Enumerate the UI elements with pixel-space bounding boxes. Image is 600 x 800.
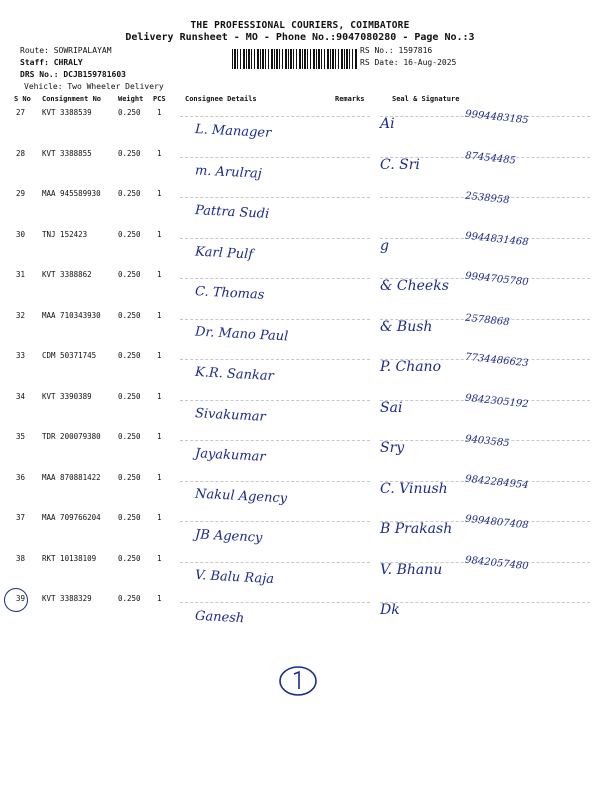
row-sno: 35 [16, 432, 26, 441]
handwritten-consignee-name: C. Thomas [194, 284, 265, 303]
row-consignment-no: CDM 50371745 [42, 351, 97, 360]
col-consignee: Consignee Details [185, 95, 257, 103]
handwritten-consignee-name: Sivakumar [194, 405, 267, 425]
row-weight: 0.250 [118, 553, 141, 563]
handwritten-signature: C. Vinush [380, 480, 448, 497]
row-pcs: 1 [157, 553, 162, 563]
table-row [0, 594, 600, 658]
handwritten-signature: Sai [380, 399, 403, 416]
col-sno: S No [14, 95, 31, 103]
row-sno: 37 [16, 513, 26, 522]
row-sno: 31 [16, 270, 26, 279]
drs-value: DCJB159781603 [63, 70, 126, 79]
row-pcs: 1 [157, 432, 162, 441]
handwritten-consignee-name: Ganesh [194, 608, 245, 627]
handwritten-phone: 9994705780 [464, 270, 530, 289]
row-consignment-no: MAA 870881422 [42, 472, 101, 482]
row-sno: 34 [16, 391, 26, 401]
row-sno: 38 [16, 553, 26, 563]
row-pcs: 1 [157, 229, 162, 239]
row-sno: 30 [16, 229, 26, 239]
handwritten-phone: 9842284954 [464, 473, 530, 491]
row-weight: 0.250 [118, 229, 141, 239]
row-divider [180, 602, 370, 603]
handwritten-consignee-name: L. Manager [194, 122, 272, 141]
handwritten-signature: P. Chano [380, 359, 442, 375]
row-weight: 0.250 [118, 472, 141, 482]
row-weight: 0.250 [118, 310, 141, 320]
row-divider [180, 440, 370, 441]
runsheet-subtitle: Delivery Runsheet - MO - Phone No.:9047080280 - Page No.:3 [125, 32, 475, 43]
drs-line [20, 70, 126, 79]
row-consignment-no: TNJ 152423 [42, 229, 88, 239]
handwritten-phone: 9842305192 [464, 392, 530, 410]
handwritten-phone: 2538958 [464, 190, 510, 207]
row-consignment-no: MAA 945589930 [42, 189, 101, 198]
rs-number: RS No.: 1597816 [360, 46, 433, 55]
row-pcs: 1 [157, 310, 162, 320]
row-weight: 0.250 [118, 108, 141, 117]
row-weight: 0.250 [118, 391, 141, 401]
row-weight: 0.250 [118, 189, 141, 198]
handwritten-signature: g [380, 237, 389, 254]
row-divider [180, 359, 370, 360]
handwritten-consignee-name: V. Balu Raja [194, 567, 275, 587]
handwritten-phone: 7734486623 [464, 351, 530, 370]
row-pcs: 1 [157, 594, 162, 603]
handwritten-consignee-name: Karl Pulf [194, 243, 254, 263]
handwritten-signature: & Cheeks [380, 278, 449, 294]
row-consignment-no: KVT 3388329 [42, 594, 92, 603]
col-seal-signature: Seal & Signature [392, 95, 460, 103]
col-remarks: Remarks [335, 95, 365, 103]
company-title: THE PROFESSIONAL COURIERS, COIMBATORE [190, 20, 410, 31]
row-sno: 39 [16, 594, 26, 603]
route-label: Route: SOWRIPALAYAM [20, 46, 112, 55]
row-consignment-no: KVT 3388855 [42, 148, 92, 158]
handwritten-signature: V. Bhanu [380, 561, 443, 578]
col-consignment: Consignment No [42, 95, 102, 103]
row-sno: 28 [16, 148, 26, 158]
handwritten-consignee-name: m. Arulraj [194, 162, 263, 182]
handwritten-consignee-name: Jayakumar [194, 446, 266, 465]
row-sno: 27 [16, 108, 26, 117]
row-pcs: 1 [157, 513, 162, 522]
row-weight: 0.250 [118, 148, 141, 158]
row-pcs: 1 [157, 108, 162, 117]
handwritten-phone: 2578868 [464, 312, 510, 328]
row-pcs: 1 [157, 189, 162, 198]
handwritten-one-circled-mark [278, 664, 318, 698]
row-pcs: 1 [157, 391, 162, 401]
col-weight: Weight [118, 95, 144, 103]
handwritten-signature: & Bush [380, 318, 433, 335]
staff-value: CHRALY [53, 58, 83, 67]
handwritten-consignee-name: K.R. Sankar [194, 364, 275, 385]
handwritten-phone: 9842057480 [464, 554, 530, 572]
row-divider [180, 238, 370, 239]
handwritten-signature: Sry [380, 440, 405, 456]
row-sno: 29 [16, 189, 26, 198]
row-divider [180, 400, 370, 401]
handwritten-signature: Dk [380, 602, 400, 618]
barcode [232, 49, 358, 69]
row-weight: 0.250 [118, 594, 141, 603]
row-divider [180, 521, 370, 522]
handwritten-phone: 9994807408 [464, 513, 530, 532]
rs-date: RS Date: 16-Aug-2025 [360, 58, 457, 67]
handwritten-consignee-name: Dr. Mano Paul [194, 324, 289, 344]
handwritten-phone: 87454485 [464, 149, 517, 167]
row-sno: 36 [16, 472, 26, 482]
col-pcs: PCS [153, 95, 166, 103]
row-divider [180, 197, 370, 198]
row-pcs: 1 [157, 472, 162, 482]
row-consignment-no: KVT 3390389 [42, 391, 92, 401]
handwritten-consignee-name: Pattra Sudi [194, 203, 270, 222]
row-divider [180, 157, 370, 158]
row-divider [180, 278, 370, 279]
row-pcs: 1 [157, 351, 162, 360]
row-divider [180, 562, 370, 563]
row-consignment-no: TDR 200079380 [42, 432, 101, 441]
handwritten-signature: B Prakash [380, 521, 453, 537]
staff-label: Staff: [20, 58, 49, 67]
handwritten-consignee-name: Nakul Agency [194, 486, 288, 506]
row-weight: 0.250 [118, 270, 141, 279]
handwritten-phone: 9944831468 [464, 230, 530, 248]
row-sno: 33 [16, 351, 26, 360]
row-divider [180, 481, 370, 482]
handwritten-signature: C. Sri [380, 156, 420, 173]
row-consignment-no: KVT 3388862 [42, 270, 92, 279]
drs-label: DRS No.: [20, 70, 59, 79]
staff-line [20, 58, 83, 67]
handwritten-phone: 9403585 [464, 433, 510, 450]
handwritten-signature: Ai [380, 116, 395, 132]
row-consignment-no: MAA 710343930 [42, 310, 101, 320]
row-consignment-no: KVT 3388539 [42, 108, 92, 117]
row-divider [380, 602, 590, 603]
row-weight: 0.250 [118, 351, 141, 360]
row-weight: 0.250 [118, 513, 141, 522]
row-sno: 32 [16, 310, 26, 320]
row-weight: 0.250 [118, 432, 141, 441]
handwritten-consignee-name: JB Agency [194, 527, 263, 546]
row-pcs: 1 [157, 148, 162, 158]
row-divider [180, 116, 370, 117]
row-divider [180, 319, 370, 320]
row-consignment-no: RKT 10138109 [42, 553, 97, 563]
handwritten-phone: 9994483185 [464, 108, 530, 127]
row-consignment-no: MAA 709766204 [42, 513, 101, 522]
row-pcs: 1 [157, 270, 162, 279]
vehicle-label: Vehicle: Two Wheeler Delivery [24, 82, 164, 91]
